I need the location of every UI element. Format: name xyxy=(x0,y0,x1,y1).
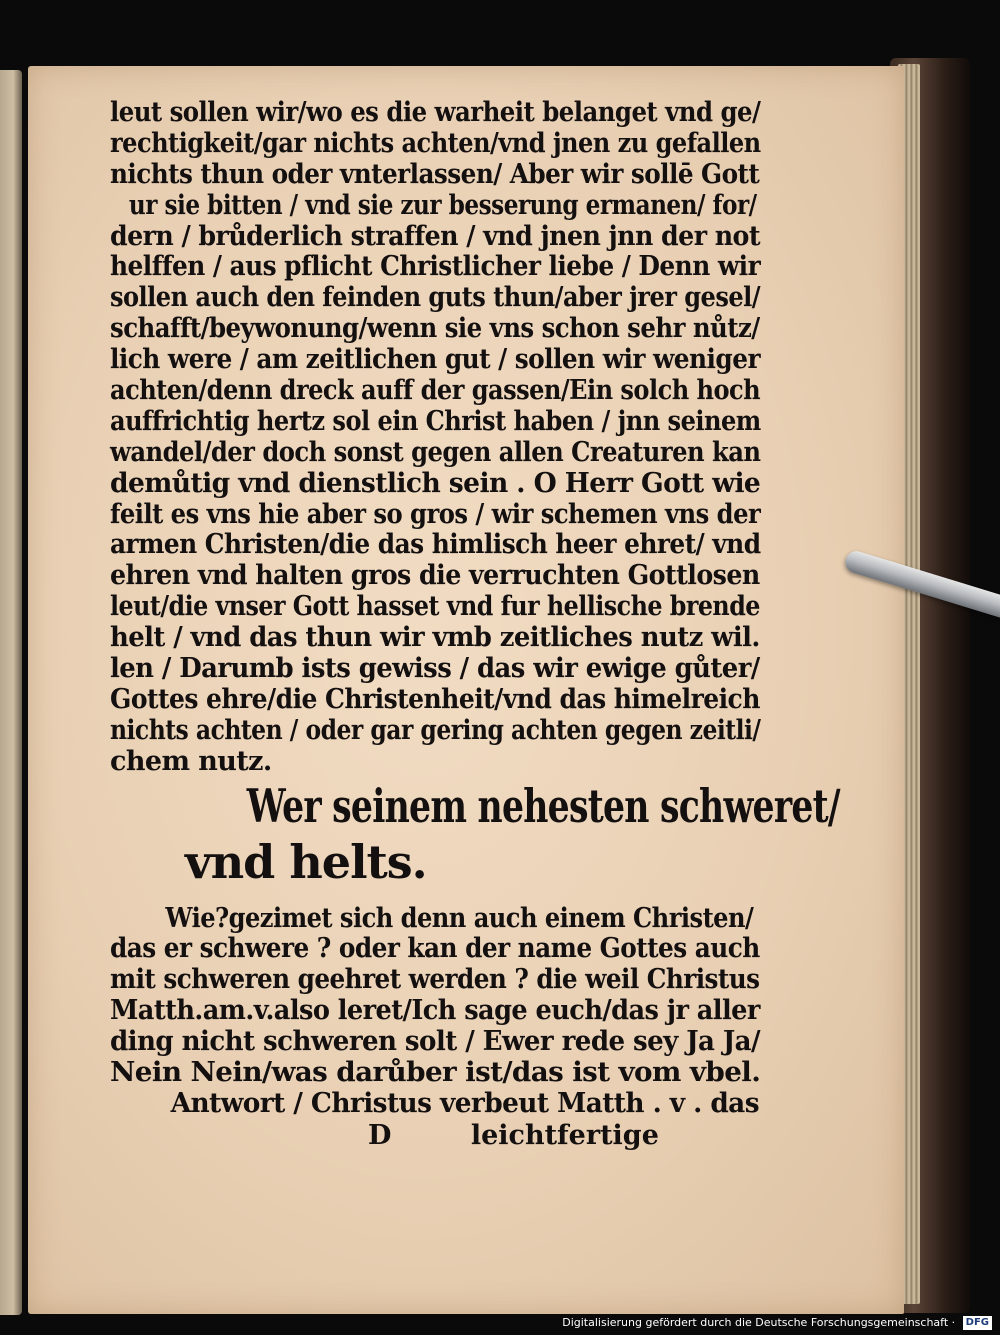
text-line: nichts thun oder vnterlassen/ Aber wir sollē Gott xyxy=(110,158,760,190)
section-heading: Wer seinem nehesten schweret/ xyxy=(246,778,840,833)
text-line: len / Darumb ists gewiss / das wir ewige gůter/ xyxy=(110,653,760,685)
page-text xyxy=(110,97,840,1152)
text-line: ehren vnd halten gros die verruchten Gottlosen xyxy=(110,560,760,592)
credit-text: Digitalisierung gefördert durch die Deutsche Forschungsgemeinschaft · xyxy=(562,1316,956,1329)
text-line: Nein Nein/was darůber ist/das ist vom vbel. xyxy=(110,1057,761,1089)
text-line: Antwort / Christus verbeut Matth . v . das xyxy=(170,1087,759,1119)
text-line: Gottes ehre/die Christenheit/vnd das himelreich xyxy=(110,683,760,715)
text-line: helffen / aus pflicht Christlicher liebe / Denn wir xyxy=(110,251,761,283)
text-line: nichts achten / oder gar gering achten gegen zeitli/ xyxy=(110,714,761,746)
text-line: armen Christen/die das himlisch heer ehret/ vnd xyxy=(110,529,761,561)
text-line: das er schwere ? oder kan der name Gottes auch xyxy=(110,933,760,965)
text-line: feilt es vns hie aber so gros / wir schemen vns der xyxy=(110,498,761,530)
text-line: sollen auch den feinden guts thun/aber jrer gesel/ xyxy=(110,282,761,314)
text-line: rechtigkeit/gar nichts achten/vnd jnen zu gefallen xyxy=(110,127,761,159)
text-line: schafft/beywonung/wenn sie vns schon sehr nůtz/ xyxy=(110,313,760,345)
text-line: leut sollen wir/wo es die warheit belanget vnd ge/ xyxy=(110,97,761,128)
section-heading: vnd helts. xyxy=(185,834,427,889)
text-line: helt / vnd das thun wir vmb zeitliches nutz wil. xyxy=(110,622,760,654)
signature-mark: D xyxy=(368,1119,392,1151)
text-line: achten/denn dreck auff der gassen/Ein solch hoch xyxy=(110,375,761,407)
text-line: wandel/der doch sonst gegen allen Creaturen kan xyxy=(110,436,761,468)
text-line: chem nutz. xyxy=(110,745,272,777)
text-line: demůtig vnd dienstlich sein . O Herr Gott wie xyxy=(110,467,761,499)
catchword: leichtfertige xyxy=(470,1119,659,1151)
digitization-credit xyxy=(562,1313,992,1333)
text-line: leut/die vnser Gott hasset vnd fur hellische brende xyxy=(110,591,760,623)
text-line: dern / brůderlich straffen / vnd jnen jnn der not xyxy=(110,220,760,252)
text-line: Matth.am.v.also leret/Ich sage euch/das jr aller xyxy=(110,995,760,1027)
text-line: ding nicht schweren solt / Ewer rede sey Ja Ja/ xyxy=(110,1026,760,1058)
dfg-logo: DFG xyxy=(963,1316,992,1330)
footer-line xyxy=(110,1120,760,1152)
text-line: lich were / am zeitlichen gut / sollen wir weniger xyxy=(110,344,760,376)
text-line: Wie?gezimet sich denn auch einem Christen/ xyxy=(165,902,754,934)
text-line: auffrichtig hertz sol ein Christ haben / jnn seinem xyxy=(110,405,761,437)
facing-page-edge xyxy=(0,70,22,1315)
text-line: ur sie bitten / vnd sie zur besserung ermanen/ for/ xyxy=(128,189,757,221)
text-line: mit schweren geehret werden ? die weil Christus xyxy=(110,964,760,996)
